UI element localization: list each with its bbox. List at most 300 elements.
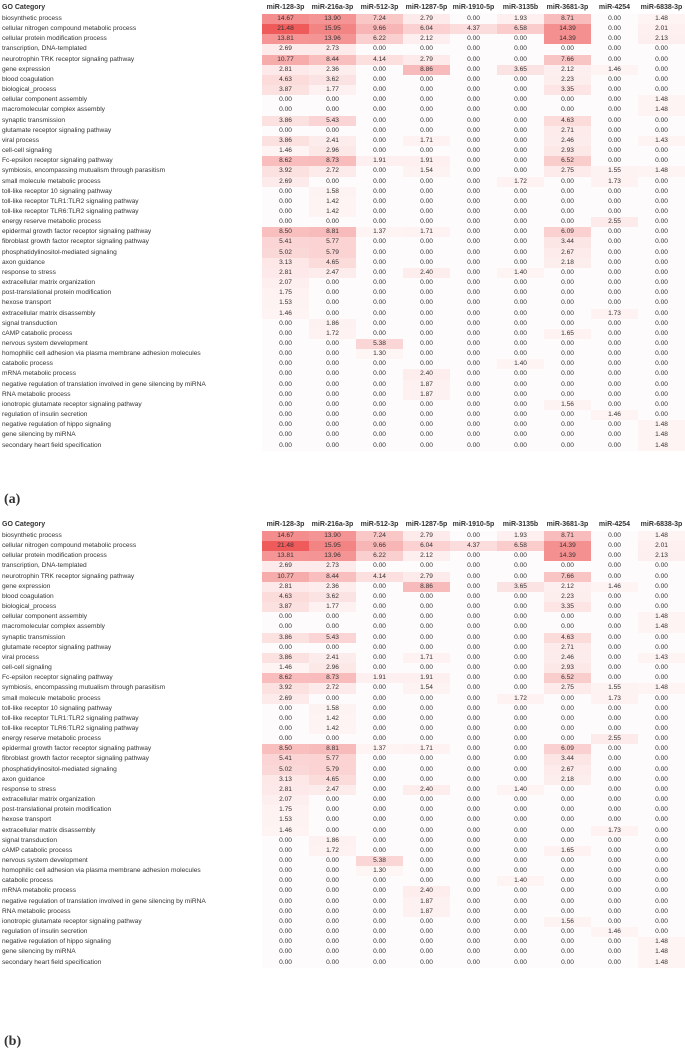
heatmap-cell: 0.00 <box>497 329 544 339</box>
heatmap-cell: 0.00 <box>403 441 450 451</box>
table-row <box>0 126 685 136</box>
table-row <box>0 237 685 247</box>
heatmap-cell: 0.00 <box>497 633 544 643</box>
table-row <box>0 886 685 896</box>
table-row <box>0 380 685 390</box>
heatmap-cell: 0.00 <box>497 795 544 805</box>
heatmap-cell: 0.00 <box>497 248 544 258</box>
heatmap-cell: 0.00 <box>497 886 544 896</box>
heatmap-cell: 0.00 <box>497 826 544 836</box>
heatmap-cell: 0.00 <box>262 319 309 329</box>
table-row <box>0 572 685 582</box>
heatmap-cell: 0.00 <box>497 126 544 136</box>
heatmap-cell: 0.00 <box>544 288 591 298</box>
table-row <box>0 14 685 24</box>
heatmap-cell: 0.00 <box>309 958 356 968</box>
heatmap-cell: 6.09 <box>544 227 591 237</box>
heatmap-cell: 0.00 <box>450 592 497 602</box>
heatmap-cell: 4.65 <box>309 258 356 268</box>
table-row <box>0 734 685 744</box>
go-category-label: hexose transport <box>2 299 52 307</box>
go-category-label: symbiosis, encompassing mutualism through parasitism <box>2 167 166 175</box>
heatmap-cell: 3.86 <box>262 633 309 643</box>
heatmap-cell: 7.66 <box>544 572 591 582</box>
table-row <box>0 319 685 329</box>
heatmap-cell: 1.55 <box>591 166 638 176</box>
heatmap-cell: 0.00 <box>591 258 638 268</box>
heatmap-cell: 0.00 <box>591 390 638 400</box>
heatmap-cell: 1.93 <box>497 531 544 541</box>
heatmap-cell: 4.14 <box>356 572 403 582</box>
heatmap-cell: 0.00 <box>356 359 403 369</box>
heatmap-cell: 0.00 <box>403 420 450 430</box>
heatmap-cell: 1.71 <box>403 744 450 754</box>
heatmap-cell: 0.00 <box>591 846 638 856</box>
heatmap-cell: 0.00 <box>497 734 544 744</box>
heatmap-cell: 1.87 <box>403 897 450 907</box>
go-category-label: response to stress <box>2 268 56 276</box>
heatmap-cell: 0.00 <box>356 126 403 136</box>
heatmap-cell: 0.00 <box>497 937 544 947</box>
heatmap-cell: 0.00 <box>450 947 497 957</box>
table-row <box>0 754 685 764</box>
heatmap-cell: 0.00 <box>591 44 638 54</box>
go-category-label: ionotropic glutamate receptor signaling pathway <box>2 400 142 408</box>
heatmap-cell: 0.00 <box>403 622 450 632</box>
heatmap-cell: 2.69 <box>262 44 309 54</box>
heatmap-cell: 0.00 <box>638 65 685 75</box>
heatmap-cell: 0.00 <box>544 177 591 187</box>
column-header: miR-216a-3p <box>311 521 354 528</box>
table-row <box>0 116 685 126</box>
heatmap-cell: 0.00 <box>356 187 403 197</box>
heatmap-cell: 0.00 <box>356 561 403 571</box>
heatmap-cell: 3.92 <box>262 166 309 176</box>
heatmap-cell: 0.00 <box>638 572 685 582</box>
heatmap-cell: 0.00 <box>309 400 356 410</box>
heatmap-cell: 8.73 <box>309 673 356 683</box>
heatmap-cell: 13.96 <box>309 551 356 561</box>
heatmap-cell: 0.00 <box>262 836 309 846</box>
heatmap-cell: 0.00 <box>638 795 685 805</box>
table-row <box>0 349 685 359</box>
heatmap-cell: 0.00 <box>638 319 685 329</box>
table-row <box>0 339 685 349</box>
column-header: miR-6838-3p <box>640 4 683 11</box>
heatmap-cell: 0.00 <box>638 754 685 764</box>
heatmap-cell: 0.00 <box>497 116 544 126</box>
heatmap-cell: 0.00 <box>450 663 497 673</box>
heatmap-cell: 0.00 <box>309 298 356 308</box>
heatmap-cell: 0.00 <box>356 85 403 95</box>
heatmap-cell: 3.44 <box>544 237 591 247</box>
heatmap-cell: 2.12 <box>403 34 450 44</box>
heatmap-cell: 0.00 <box>356 420 403 430</box>
heatmap-cell: 0.00 <box>591 937 638 947</box>
heatmap-cell: 0.00 <box>638 187 685 197</box>
heatmap-cell: 0.00 <box>544 319 591 329</box>
heatmap-cell: 1.58 <box>309 187 356 197</box>
go-category-label: hexose transport <box>2 816 52 824</box>
heatmap-cell: 0.00 <box>356 298 403 308</box>
go-category-label: gene silencing by miRNA <box>2 431 76 439</box>
table-row <box>0 582 685 592</box>
heatmap-cell: 0.00 <box>497 430 544 440</box>
heatmap-cell: 0.00 <box>262 441 309 451</box>
heatmap-cell: 2.93 <box>544 146 591 156</box>
table-row <box>0 551 685 561</box>
table-row <box>0 765 685 775</box>
heatmap-cell: 2.18 <box>544 258 591 268</box>
heatmap-cell: 0.00 <box>403 815 450 825</box>
go-category-label: phosphatidylinositol-mediated signaling <box>2 765 117 773</box>
table-row <box>0 420 685 430</box>
table-row <box>0 633 685 643</box>
heatmap-cell: 0.00 <box>309 430 356 440</box>
heatmap-cell: 0.00 <box>403 765 450 775</box>
heatmap-cell: 0.00 <box>638 826 685 836</box>
heatmap-cell: 4.63 <box>262 75 309 85</box>
heatmap-cell: 0.00 <box>262 430 309 440</box>
heatmap-cell: 6.58 <box>497 541 544 551</box>
heatmap-cell: 0.00 <box>450 420 497 430</box>
heatmap-cell: 0.00 <box>450 582 497 592</box>
heatmap-cell: 0.00 <box>497 441 544 451</box>
heatmap-cell: 0.00 <box>450 572 497 582</box>
heatmap-cell: 0.00 <box>591 14 638 24</box>
heatmap-cell: 0.00 <box>309 876 356 886</box>
heatmap-cell: 1.56 <box>544 917 591 927</box>
heatmap-cell: 0.00 <box>356 380 403 390</box>
heatmap-cell: 0.00 <box>591 886 638 896</box>
table-row <box>0 390 685 400</box>
heatmap-cell: 1.46 <box>262 146 309 156</box>
heatmap-cell: 5.02 <box>262 248 309 258</box>
go-category-label: homophilic cell adhesion via plasma membrane adhesion molecules <box>2 867 201 875</box>
heatmap-cell: 2.40 <box>403 886 450 896</box>
heatmap-cell: 2.73 <box>309 561 356 571</box>
go-category-label: mRNA metabolic process <box>2 370 77 378</box>
column-header: miR-1287-5p <box>405 4 448 11</box>
heatmap-cell: 2.13 <box>638 551 685 561</box>
heatmap-cell: 0.00 <box>309 866 356 876</box>
heatmap-cell: 0.00 <box>450 744 497 754</box>
heatmap-cell: 0.00 <box>450 846 497 856</box>
heatmap-cell: 1.73 <box>591 177 638 187</box>
heatmap-cell: 2.40 <box>403 785 450 795</box>
heatmap-cell: 0.00 <box>356 237 403 247</box>
column-header: miR-3135b <box>502 4 539 11</box>
go-category-label: response to stress <box>2 785 56 793</box>
heatmap-cell: 4.63 <box>544 116 591 126</box>
heatmap-cell: 0.00 <box>450 724 497 734</box>
heatmap-cell: 0.00 <box>638 886 685 896</box>
heatmap-cell: 1.40 <box>497 268 544 278</box>
heatmap-cell: 0.00 <box>403 694 450 704</box>
heatmap-cell: 2.41 <box>309 653 356 663</box>
go-category-label: cAMP catabolic process <box>2 329 73 337</box>
heatmap-cell: 0.00 <box>497 156 544 166</box>
heatmap-cell: 0.00 <box>403 349 450 359</box>
heatmap-cell: 0.00 <box>450 278 497 288</box>
table-row <box>0 136 685 146</box>
row-header: GO Category <box>2 521 46 528</box>
heatmap-cell: 0.00 <box>497 663 544 673</box>
heatmap-cell: 1.53 <box>262 298 309 308</box>
table-row <box>0 826 685 836</box>
heatmap-cell: 0.00 <box>591 116 638 126</box>
heatmap-cell: 0.00 <box>356 217 403 227</box>
heatmap-cell: 0.00 <box>450 248 497 258</box>
heatmap-cell: 0.00 <box>497 622 544 632</box>
table-row <box>0 704 685 714</box>
heatmap-cell: 0.00 <box>591 612 638 622</box>
go-category-label: toll-like receptor 10 signaling pathway <box>2 187 112 195</box>
go-category-label: toll-like receptor TLR6:TLR2 signaling pathway <box>2 724 139 732</box>
heatmap-cell: 1.42 <box>309 714 356 724</box>
heatmap-cell: 0.00 <box>497 44 544 54</box>
heatmap-cell: 0.00 <box>403 288 450 298</box>
heatmap-cell: 0.00 <box>450 876 497 886</box>
heatmap-cell: 1.37 <box>356 744 403 754</box>
heatmap-cell: 0.00 <box>497 917 544 927</box>
heatmap-cell: 1.71 <box>403 136 450 146</box>
column-header: miR-3135b <box>502 521 539 528</box>
heatmap-cell: 0.00 <box>497 278 544 288</box>
heatmap-cell: 1.48 <box>638 937 685 947</box>
heatmap-cell: 0.00 <box>638 775 685 785</box>
heatmap-cell: 0.00 <box>638 765 685 775</box>
heatmap-cell: 0.00 <box>591 876 638 886</box>
heatmap-cell: 13.81 <box>262 34 309 44</box>
table-row <box>0 947 685 957</box>
heatmap-cell: 0.00 <box>356 177 403 187</box>
heatmap-cell: 0.00 <box>544 95 591 105</box>
heatmap-cell: 0.00 <box>591 947 638 957</box>
heatmap-cell: 0.00 <box>638 927 685 937</box>
heatmap-cell: 0.00 <box>544 927 591 937</box>
heatmap-cell: 0.00 <box>591 724 638 734</box>
heatmap-cell: 5.79 <box>309 248 356 258</box>
heatmap-cell: 0.00 <box>497 551 544 561</box>
heatmap-cell: 0.00 <box>403 217 450 227</box>
heatmap-cell: 5.38 <box>356 339 403 349</box>
heatmap-cell: 0.00 <box>356 927 403 937</box>
column-header: miR-512-3p <box>360 521 399 528</box>
heatmap-cell: 4.63 <box>544 633 591 643</box>
heatmap-cell: 0.00 <box>262 369 309 379</box>
table-row <box>0 400 685 410</box>
heatmap-cell: 1.42 <box>309 197 356 207</box>
heatmap-cell: 7.66 <box>544 55 591 65</box>
heatmap-cell: 0.00 <box>450 156 497 166</box>
heatmap-cell: 1.40 <box>497 876 544 886</box>
heatmap-cell: 1.37 <box>356 227 403 237</box>
heatmap-cell: 0.00 <box>544 430 591 440</box>
go-category-label: small molecule metabolic process <box>2 694 101 702</box>
heatmap-cell: 10.77 <box>262 572 309 582</box>
heatmap-cell: 1.86 <box>309 836 356 846</box>
heatmap-cell: 2.72 <box>309 683 356 693</box>
heatmap-cell: 0.00 <box>262 927 309 937</box>
heatmap-cell: 1.72 <box>497 694 544 704</box>
table-row <box>0 288 685 298</box>
heatmap-cell: 5.79 <box>309 765 356 775</box>
heatmap-cell: 0.00 <box>356 775 403 785</box>
heatmap-cell: 0.00 <box>356 754 403 764</box>
heatmap-cell: 0.00 <box>497 339 544 349</box>
heatmap-cell: 2.75 <box>544 683 591 693</box>
heatmap-table <box>0 2 685 451</box>
go-category-label: phosphatidylinositol-mediated signaling <box>2 248 117 256</box>
heatmap-cell: 0.00 <box>591 866 638 876</box>
heatmap-cell: 0.00 <box>591 359 638 369</box>
heatmap-cell: 0.00 <box>450 643 497 653</box>
heatmap-cell: 0.00 <box>450 673 497 683</box>
heatmap-cell: 0.00 <box>403 754 450 764</box>
heatmap-cell: 0.00 <box>591 400 638 410</box>
go-category-label: toll-like receptor 10 signaling pathway <box>2 704 112 712</box>
heatmap-cell: 0.00 <box>403 126 450 136</box>
heatmap-cell: 0.00 <box>544 815 591 825</box>
heatmap-cell: 0.00 <box>591 754 638 764</box>
heatmap-cell: 0.00 <box>591 105 638 115</box>
heatmap-cell: 0.00 <box>450 65 497 75</box>
heatmap-cell: 0.00 <box>309 339 356 349</box>
heatmap-cell: 1.42 <box>309 207 356 217</box>
heatmap-cell: 0.00 <box>309 907 356 917</box>
table-row <box>0 146 685 156</box>
heatmap-cell: 0.00 <box>544 197 591 207</box>
heatmap-cell: 1.72 <box>309 846 356 856</box>
heatmap-cell: 0.00 <box>497 227 544 237</box>
heatmap-cell: 0.00 <box>450 146 497 156</box>
heatmap-cell: 8.86 <box>403 582 450 592</box>
table-row <box>0 917 685 927</box>
heatmap-cell: 0.00 <box>497 380 544 390</box>
heatmap-cell: 0.00 <box>262 612 309 622</box>
heatmap-cell: 0.00 <box>262 622 309 632</box>
heatmap-cell: 0.00 <box>403 775 450 785</box>
heatmap-cell: 0.00 <box>356 65 403 75</box>
heatmap-cell: 0.00 <box>356 643 403 653</box>
heatmap-cell: 0.00 <box>356 95 403 105</box>
heatmap-cell: 0.00 <box>591 704 638 714</box>
go-category-label: neurotrophin TRK receptor signaling pathway <box>2 55 135 63</box>
heatmap-cell: 5.38 <box>356 856 403 866</box>
heatmap-cell: 0.00 <box>450 653 497 663</box>
heatmap-cell: 0.00 <box>450 694 497 704</box>
heatmap-cell: 0.00 <box>497 714 544 724</box>
heatmap-cell: 0.00 <box>356 826 403 836</box>
heatmap-cell: 0.00 <box>638 744 685 754</box>
column-header: miR-1910-5p <box>452 521 495 528</box>
heatmap-cell: 0.00 <box>591 805 638 815</box>
heatmap-cell: 0.00 <box>450 319 497 329</box>
go-category-label: neurotrophin TRK receptor signaling pathway <box>2 572 135 580</box>
heatmap-cell: 3.35 <box>544 85 591 95</box>
heatmap-cell: 2.23 <box>544 592 591 602</box>
heatmap-cell: 0.00 <box>403 846 450 856</box>
table-row <box>0 34 685 44</box>
heatmap-cell: 0.00 <box>497 410 544 420</box>
heatmap-cell: 0.00 <box>450 207 497 217</box>
heatmap-cell: 2.36 <box>309 582 356 592</box>
heatmap-cell: 1.40 <box>497 785 544 795</box>
heatmap-cell: 0.00 <box>591 561 638 571</box>
heatmap-cell: 0.00 <box>262 876 309 886</box>
heatmap-cell: 0.00 <box>638 785 685 795</box>
heatmap-cell: 0.00 <box>544 886 591 896</box>
go-category-label: nervous system development <box>2 857 88 864</box>
heatmap-cell: 2.81 <box>262 785 309 795</box>
heatmap-cell: 3.87 <box>262 602 309 612</box>
heatmap-cell: 1.71 <box>403 653 450 663</box>
heatmap-cell: 0.00 <box>450 136 497 146</box>
go-category-label: viral process <box>2 653 40 661</box>
heatmap-cell: 0.00 <box>497 683 544 693</box>
heatmap-cell: 0.00 <box>356 765 403 775</box>
heatmap-cell: 0.00 <box>544 826 591 836</box>
go-category-label: negative regulation of hippo signaling <box>2 938 111 946</box>
go-category-label: cellular component assembly <box>2 613 88 621</box>
heatmap-cell: 0.00 <box>497 400 544 410</box>
column-header: miR-4254 <box>598 4 631 11</box>
heatmap-cell: 2.73 <box>309 44 356 54</box>
heatmap-cell: 0.00 <box>544 876 591 886</box>
heatmap-cell: 0.00 <box>497 846 544 856</box>
table-row <box>0 410 685 420</box>
heatmap-cell: 0.00 <box>638 359 685 369</box>
heatmap-cell: 0.00 <box>497 146 544 156</box>
heatmap-cell: 0.00 <box>450 958 497 968</box>
heatmap-cell: 1.73 <box>591 694 638 704</box>
heatmap-cell: 0.00 <box>544 339 591 349</box>
go-category-label: negative regulation of hippo signaling <box>2 421 111 429</box>
heatmap-cell: 2.72 <box>309 166 356 176</box>
heatmap-cell: 0.00 <box>497 187 544 197</box>
heatmap-cell: 0.00 <box>403 410 450 420</box>
table-row <box>0 775 685 785</box>
heatmap-cell: 5.41 <box>262 237 309 247</box>
heatmap-cell: 8.62 <box>262 156 309 166</box>
table-row <box>0 248 685 258</box>
heatmap-cell: 0.00 <box>356 136 403 146</box>
heatmap-cell: 6.52 <box>544 673 591 683</box>
heatmap-cell: 0.00 <box>591 430 638 440</box>
heatmap-cell: 0.00 <box>591 227 638 237</box>
heatmap-cell: 2.93 <box>544 663 591 673</box>
heatmap-cell: 0.00 <box>450 917 497 927</box>
table-row <box>0 815 685 825</box>
heatmap-cell: 0.00 <box>450 298 497 308</box>
heatmap-cell: 0.00 <box>309 795 356 805</box>
go-category-label: biosynthetic process <box>2 15 62 22</box>
heatmap-cell: 0.00 <box>356 75 403 85</box>
heatmap-cell: 0.00 <box>638 400 685 410</box>
heatmap-cell: 1.54 <box>403 166 450 176</box>
heatmap-cell: 0.00 <box>544 410 591 420</box>
go-category-label: axon guidance <box>2 775 45 783</box>
heatmap-cell: 0.00 <box>403 602 450 612</box>
heatmap-cell: 0.00 <box>591 663 638 673</box>
heatmap-table <box>0 519 685 968</box>
go-category-label: regulation of insulin secretion <box>2 928 88 936</box>
heatmap-cell: 0.00 <box>403 592 450 602</box>
heatmap-cell: 0.00 <box>638 217 685 227</box>
heatmap-cell: 0.00 <box>356 319 403 329</box>
heatmap-cell: 1.73 <box>591 309 638 319</box>
